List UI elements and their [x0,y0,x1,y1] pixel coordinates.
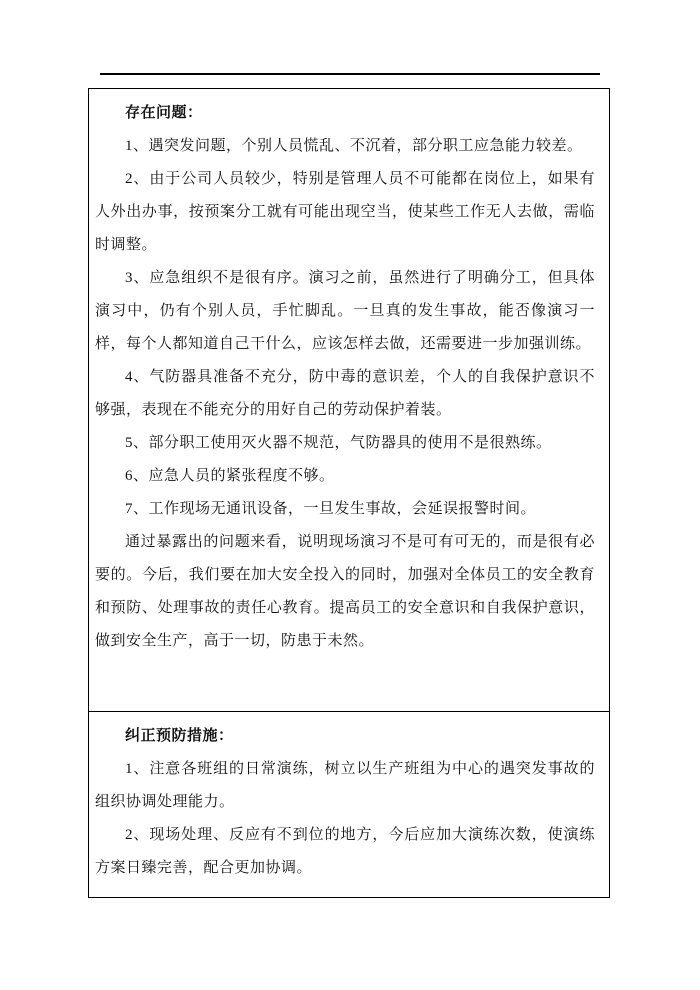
paragraph: 7、工作现场无通讯设备，一旦发生事故，会延误报警时间。 [125,501,537,517]
paragraph: 5、部分职工使用灭火器不规范，气防器具的使用不是很熟练。 [125,435,552,451]
paragraph: 1、注意各班组的日常演练，树立以生产班组为中心的遇突发事故的组织协调处理能力。 [95,761,595,810]
section-problems-title: 存在问题： [125,105,203,121]
paragraph: 6、应急人员的紧张程度不够。 [125,468,335,484]
paragraph: 4、气防器具准备不充分，防中毒的意识差，个人的自我保护意识不够强，表现在不能充分的用好自己的劳动保护着装。 [95,369,595,418]
section-measures-title: 纠正预防措施： [125,728,234,744]
paragraph: 3、应急组织不是很有序。演习之前，虽然进行了明确分工，但具体演习中，仍有个别人员，手忙脚乱。一旦真的发生事故，能否像演习一样，每个人都知道自己干什么，应该怎样去做，还需要进一步加强训练。 [95,270,595,352]
paragraph: 通过暴露出的问题来看，说明现场演习不是可有可无的，而是很有必要的。今后，我们要在加大安全投入的同时，加强对全体员工的安全教育和预防、处理事故的责任心教育。提高员工的安全意识和自我保护意识，做到安全生产，高于一切，防患于未然。 [95,534,595,649]
content-table [88,88,610,898]
header-divider [100,73,600,75]
paragraph: 1、遇突发问题，个别人员慌乱、不沉着，部分职工应急能力较差。 [125,138,583,154]
section-problems [89,89,609,711]
section-measures [89,711,609,897]
paragraph: 2、由于公司人员较少，特别是管理人员不可能都在岗位上，如果有人外出办事，按预案分工就有可能出现空当，使某些工作无人去做，需临时调整。 [95,171,595,253]
paragraph: 2、现场处理、反应有不到位的地方，今后应加大演练次数，使演练方案日臻完善，配合更加协调。 [95,827,595,876]
